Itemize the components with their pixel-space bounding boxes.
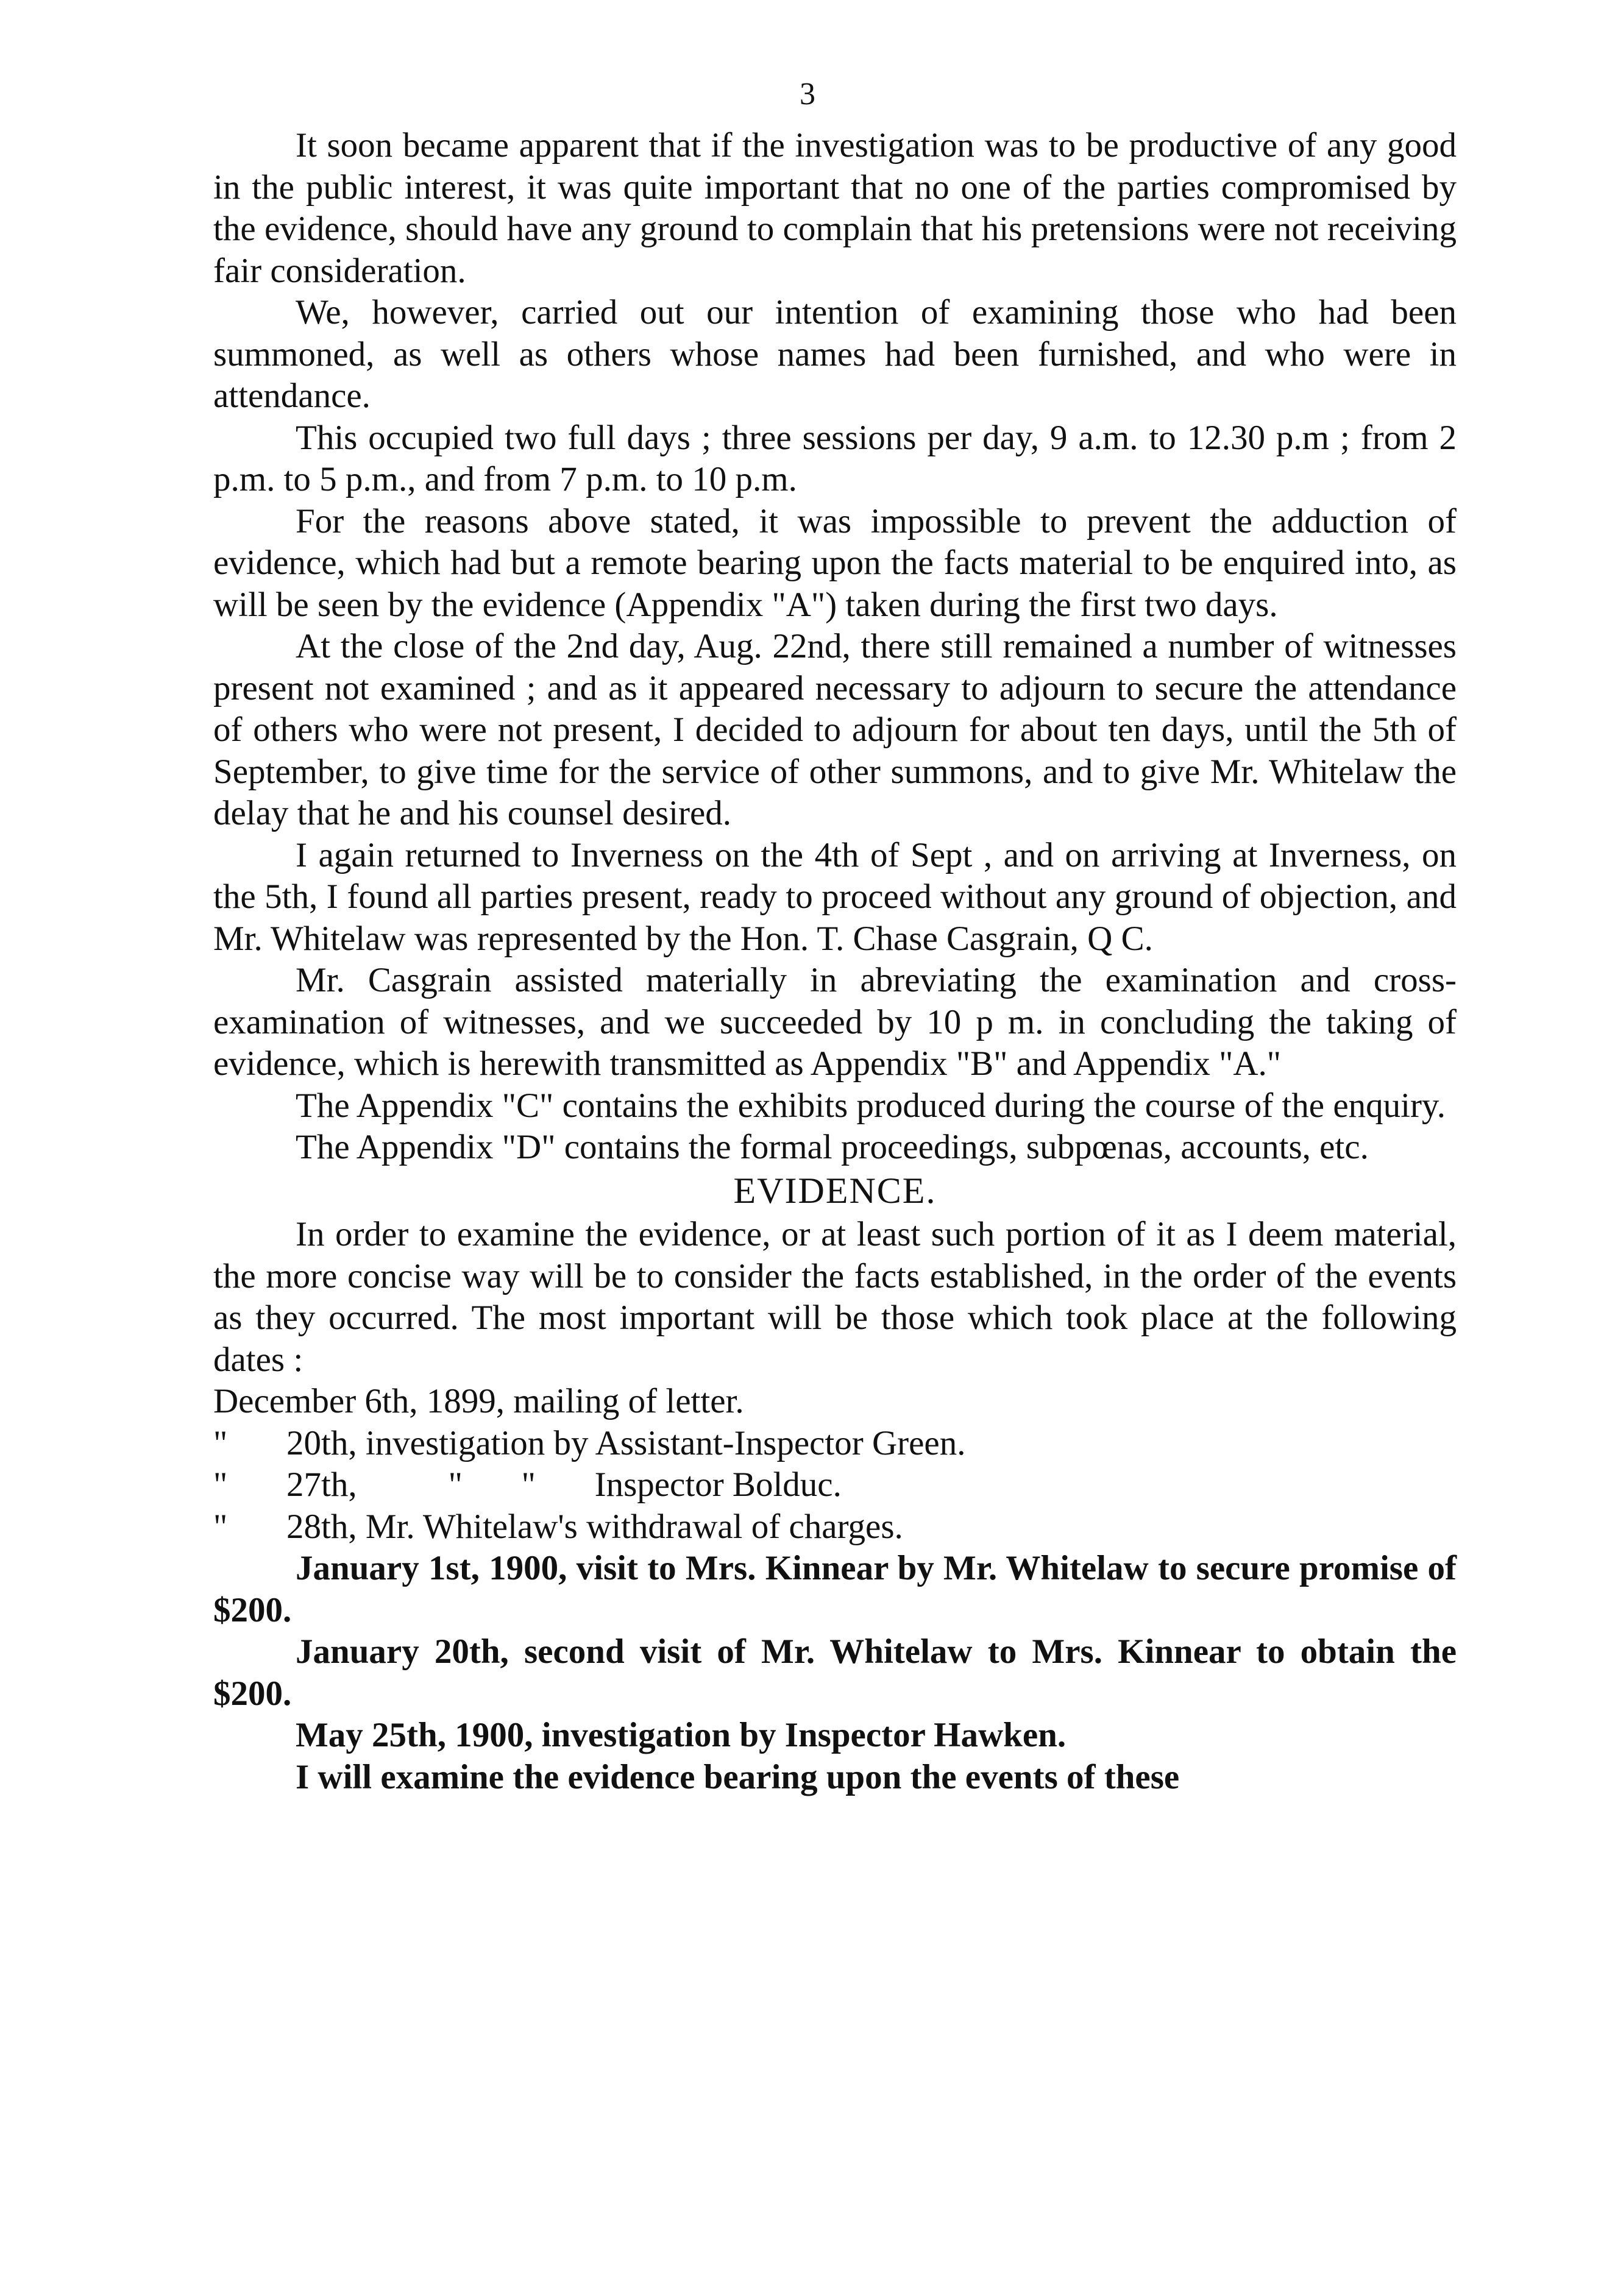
ditto-mark: "	[521, 1465, 536, 1504]
date-entry-text: 28th, Mr. Whitelaw's withdrawal of charges.	[286, 1507, 903, 1546]
paragraph: January 20th, second visit of Mr. Whitelaw to Mrs. Kinnear to obtain the $200.	[213, 1632, 1457, 1713]
date-entry	[213, 1506, 1457, 1548]
page-number: 3	[800, 77, 815, 112]
paragraph: At the close of the 2nd day, Aug. 22nd, there still remained a number of witnesses present not examined ; and as it appeared necessary to adjourn to secure the attendance of others who were not present, I decided to adjourn for about ten days, until the 5th of September, to give time for the service of other summons, and to give Mr. Whitelaw the delay that he and his counsel desired.	[213, 627, 1457, 832]
ditto-mark: "	[213, 1507, 228, 1546]
paragraph: I will examine the evidence bearing upon the events of these	[296, 1757, 1180, 1796]
paragraph: I again returned to Inverness on the 4th of Sept , and on arriving at Inverness, on the 5th, I found all parties present, ready to proceed without any ground of objection, and Mr. Whitelaw was represented by the Hon. T. Chase Casgrain, Q C.	[213, 835, 1457, 958]
date-entry-text: Inspector Bolduc.	[594, 1465, 842, 1504]
ditto-mark: "	[448, 1465, 463, 1504]
paragraph: We, however, carried out our intention of examining those who had been summoned, as well as others whose names had been furnished, and who were in attendance.	[213, 293, 1457, 415]
date-entry-day: 27th,	[286, 1465, 357, 1504]
intro-paragraph: In order to examine the evidence, or at least such portion of it as I deem material, the more concise way will be to consider the facts established, in the order of the events as they occurred. The most important will be those which took place at the following dates :	[213, 1215, 1457, 1379]
paragraph: It soon became apparent that if the investigation was to be productive of any good in the public interest, it was quite important that no one of the parties compromised by the evidence, should have any ground to complain that his pretensions were not receiving fair consideration.	[213, 126, 1457, 290]
bold-section	[213, 1548, 1457, 1798]
paragraph: Mr. Casgrain assisted materially in abreviating the examination and cross-examination of witnesses, and we succeeded by 10 p m. in concluding the taking of evidence, which is herewith transmitted as Appendix "B" and Appendix "A."	[213, 961, 1457, 1083]
ditto-mark: "	[213, 1465, 228, 1504]
date-entry: December 6th, 1899, mailing of letter.	[213, 1382, 744, 1420]
section-heading: EVIDENCE.	[733, 1170, 937, 1211]
date-list	[213, 1381, 1457, 1548]
paragraph: The Appendix "D" contains the formal proceedings, subpœnas, accounts, etc.	[296, 1128, 1369, 1166]
paragraph: The Appendix "C" contains the exhibits produced during the course of the enquiry.	[296, 1086, 1446, 1125]
paragraph: January 1st, 1900, visit to Mrs. Kinnear by Mr. Whitelaw to secure promise of $200.	[213, 1549, 1457, 1629]
paragraph: May 25th, 1900, investigation by Inspector Hawken.	[296, 1716, 1067, 1754]
date-entry-text: 20th, investigation by Assistant-Inspector Green.	[286, 1423, 966, 1462]
date-entry	[213, 1423, 1457, 1465]
ditto-mark: "	[213, 1423, 228, 1462]
paragraph: This occupied two full days ; three sessions per day, 9 a.m. to 12.30 p.m ; from 2 p.m. to 5 p.m., and from 7 p.m. to 10 p.m.	[213, 418, 1457, 498]
body-text	[213, 125, 1457, 1798]
date-entry	[213, 1464, 1457, 1506]
paragraph: For the reasons above stated, it was impossible to prevent the adduction of evidence, which had but a remote bearing upon the facts material to be enquired into, as will be seen by the evidence (Appendix "A") taken during the first two days.	[213, 501, 1457, 624]
